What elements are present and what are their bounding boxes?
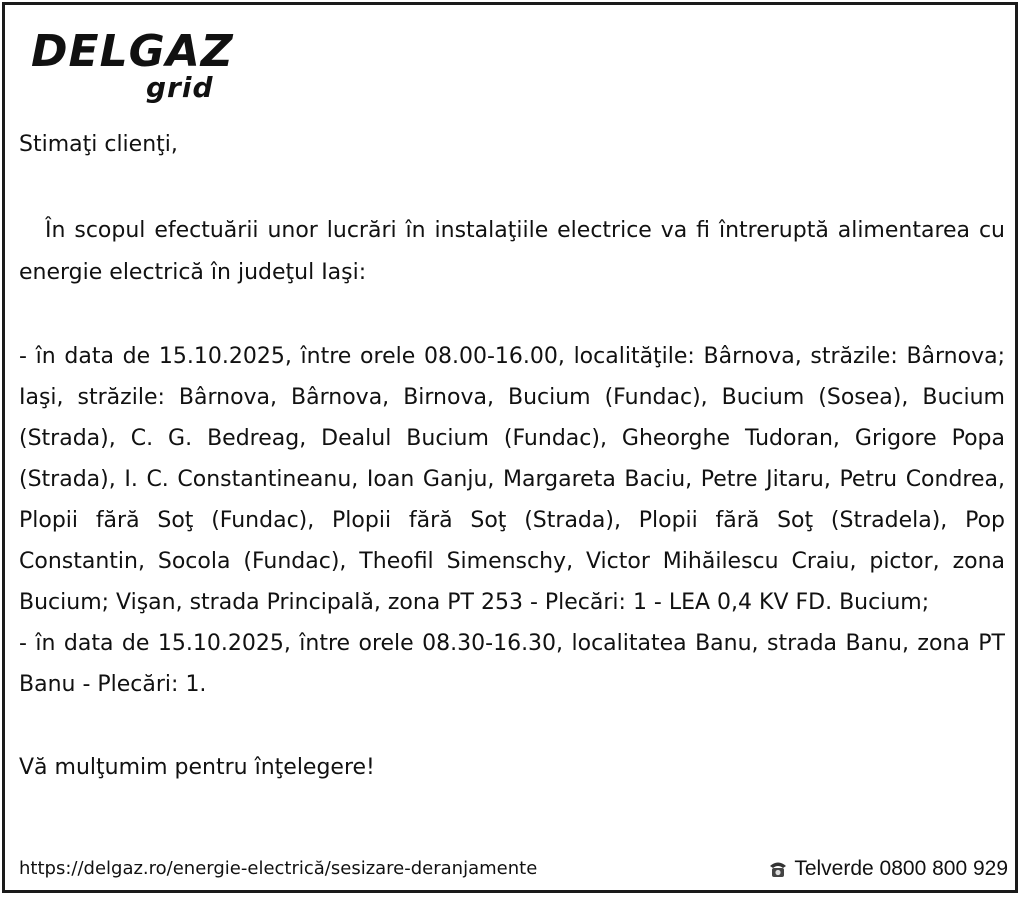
delgaz-grid-logo (31, 26, 234, 109)
logo-subtitle: grid (146, 71, 214, 104)
notice-body (19, 124, 1005, 811)
telephone-icon (768, 860, 788, 878)
outage-list (19, 336, 1005, 705)
outage-item: - în data de 15.10.2025, între orele 08.00-16.00, localităţile: Bârnova, străzile: Bârnova; Iaşi, străzile: Bârnova, Bârnova, Birnova, Bucium (Fundac), Bucium (Sosea), Bucium (Strada), C. G. Bedreag, Dealul Bucium (Fundac), Gheorghe Tudoran, Grigore Popa (Strada), I. C. Constantineanu, Ioan Ganju, Margareta Baciu, Petre Jitaru, Petru Condrea, Plopii fără Soţ (Fundac), Plopii fără Soţ (Strada), Plopii fără Soţ (Stradela), Pop Constantin, Socola (Fundac), Theofil Simenschy, Victor Mihăilescu Craiu, pictor, zona Bucium; Vişan, strada Principală, zona PT 253 - Plecări: 1 - LEA 0,4 KV FD. Bucium; (19, 344, 1005, 615)
hotline-number: Telverde 0800 800 929 (794, 857, 1008, 880)
footer-url[interactable]: https://delgaz.ro/energie-electrică/sesizare-deranjamente (19, 858, 538, 879)
logo-wordmark: DELGAZ (31, 26, 234, 77)
salutation: Stimaţi clienţi, (19, 132, 178, 157)
outage-item: - în data de 15.10.2025, între orele 08.30-16.30, localitatea Banu, strada Banu, zona PT Banu - Plecări: 1. (19, 631, 1005, 697)
intro-paragraph: În scopul efectuării unor lucrări în instalaţiile electrice va fi întreruptă alimentarea cu energie electrică în judeţul Iaşi: (19, 218, 1005, 285)
closing-line: Vă mulţumim pentru înţelegere! (19, 755, 375, 780)
footer-phone (768, 857, 1008, 881)
